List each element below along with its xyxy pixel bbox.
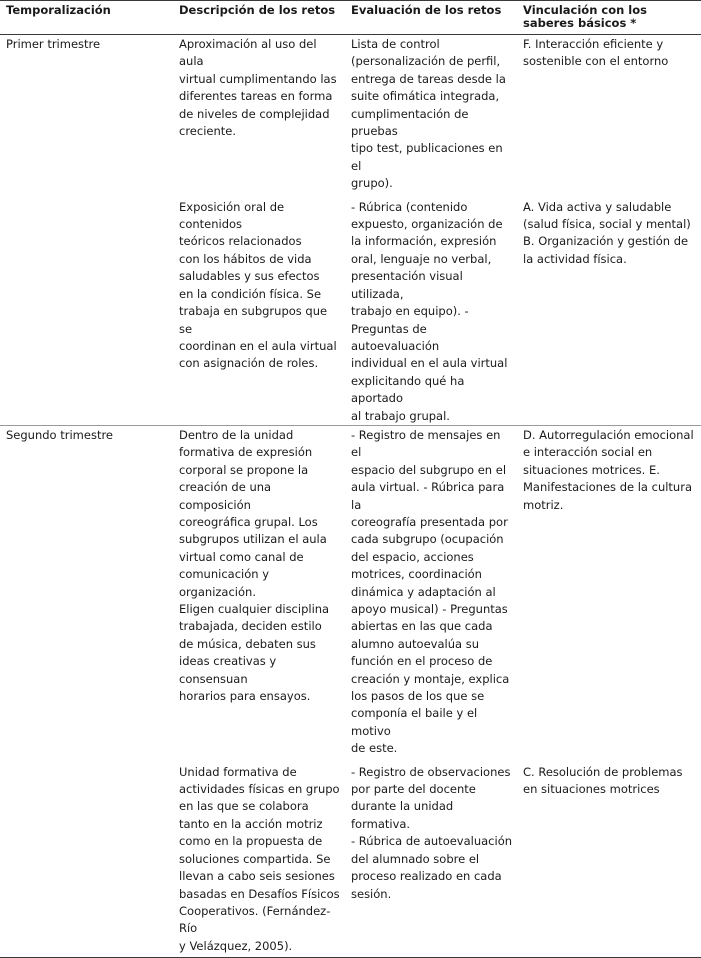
cell-evaluation: - Registro de observaciones por parte del docente durante la unidad formativa. - Rúbrica de autoevaluación del alumnado sobre el proceso realizado en cada sesión. <box>345 758 517 958</box>
cell-evaluation: - Registro de mensajes en el espacio del subgrupo en el aula virtual. - Rúbrica para la coreografía presentada por cada subgrupo (ocupación del espacio, acciones motrices, coordinación dinámica y adaptación al apoyo musical) - Preguntas abiertas en las que cada alumno autoevalúa su función en el proceso de creación y montaje, explica los pasos de los que se componía el baile y el motivo de este. <box>345 425 517 757</box>
header-vinculacion: Vinculación con los saberes básicos * <box>517 1 701 35</box>
cell-period: Primer trimestre <box>6 37 101 51</box>
cell-period <box>0 758 173 958</box>
header-evaluacion: Evaluación de los retos <box>345 1 517 35</box>
cell-description: Dentro de la unidad formativa de expresión corporal se propone la creación de una composición coreográfica grupal. Los subgrupos utilizan el aula virtual como canal de comunicación y organización. Eligen cualquier disciplina trabajada, deciden estilo de música, debaten sus ideas creativas y consensuan horarios para ensayos. <box>173 425 345 757</box>
cell-evaluation: Lista de control (personalización de perfil, entrega de tareas desde la suite ofimática integrada, cumplimentación de pruebas tipo test, publicaciones en el grupo). <box>351 37 506 191</box>
cell-description: Aproximación al uso del aula virtual cumplimentando las diferentes tareas en forma de niveles de complejidad creciente. <box>179 37 337 139</box>
cell-evaluation: - Rúbrica (contenido expuesto, organización de la información, expresión oral, lenguaje no verbal, presentación visual utilizada, trabajo en equipo). - Preguntas de autoevaluación individual en el aula virtual explicitando qué ha aportado al trabajo grupal. <box>351 199 508 423</box>
header-descripcion: Descripción de los retos <box>173 1 345 35</box>
cell-linkage: F. Interacción eficiente y sostenible con el entorno <box>523 37 669 69</box>
cell-period <box>0 193 173 426</box>
cell-linkage: D. Autorregulación emocional e interacción social en situaciones motrices. E. Manifestaciones de la cultura motriz. <box>517 425 701 757</box>
header-row <box>0 1 701 35</box>
cell-description: Exposición oral de contenidos teóricos relacionados con los hábitos de vida saludables y sus efectos en la condición física. Se trabaja en subgrupos que se coordinan en el aula virtual con asignación de roles. <box>179 199 337 371</box>
cell-linkage: C. Resolución de problemas en situaciones motrices <box>517 758 701 958</box>
cell-description: Unidad formativa de actividades físicas en grupo en las que se colabora tanto en la acción motriz como en la propuesta de soluciones compartida. Se llevan a cabo seis sesiones basadas en Desafíos Físicos Cooperativos. (Fernández-Río y Velázquez, 2005). <box>173 758 345 958</box>
header-temporalizacion: Temporalización <box>0 1 173 35</box>
table-row <box>0 758 701 958</box>
table-row <box>0 193 701 426</box>
table-row <box>0 425 701 757</box>
cell-period: Segundo trimestre <box>0 425 173 757</box>
cell-linkage: A. Vida activa y saludable (salud física, social y mental) B. Organización y gestión de la actividad física. <box>523 199 691 266</box>
table-row <box>0 35 701 193</box>
